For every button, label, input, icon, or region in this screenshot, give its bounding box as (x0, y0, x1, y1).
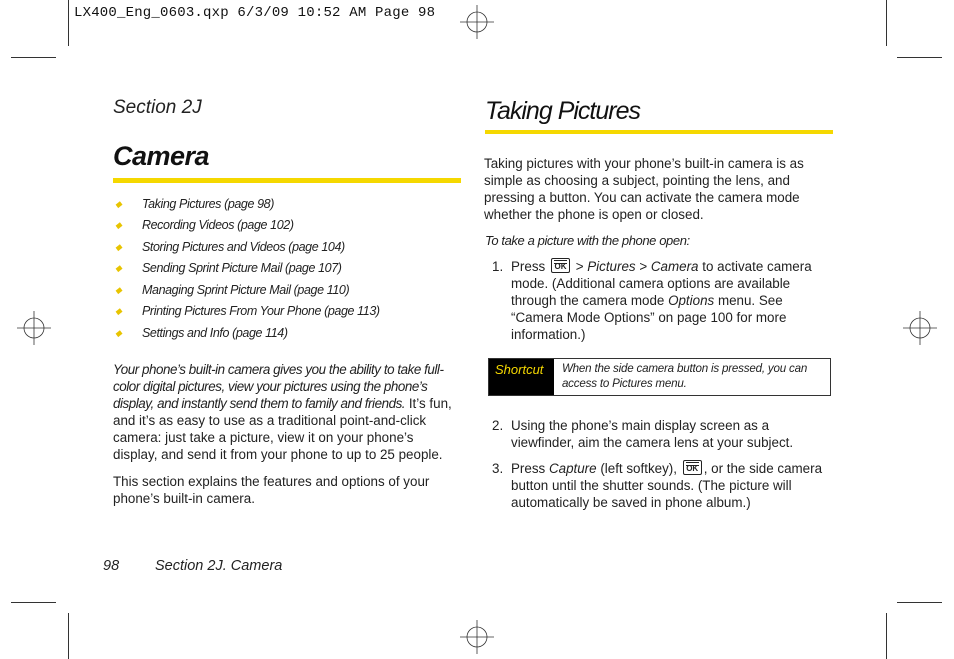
registration-mark-icon (17, 311, 51, 345)
footer-section-title: Section 2J. Camera (155, 558, 283, 574)
shortcut-label: Shortcut (489, 359, 554, 395)
registration-mark-icon (460, 620, 494, 654)
crop-mark (68, 0, 69, 46)
step-2 (492, 417, 831, 451)
toc-entry: Recording Videos (page 102) (142, 218, 294, 233)
menu-arrow: > (635, 259, 651, 274)
list-item (113, 258, 453, 280)
step-1 (492, 258, 831, 343)
step-text: , or the side camera button until the shutter sounds. (The picture will automatically be saved in phone album.) (511, 461, 823, 510)
list-item (113, 301, 453, 323)
section-label: Section 2J (113, 97, 202, 118)
menu-arrow: > (571, 259, 588, 274)
procedure-heading: To take a picture with the phone open: (485, 233, 690, 248)
crop-mark (11, 602, 56, 603)
menu-camera: Camera (650, 259, 699, 274)
step-text: (left softkey), (596, 461, 681, 476)
menu-pictures: Pictures (587, 259, 636, 274)
intro-italic-text: Your phone’s built-in camera gives you the ability to take full-color digital pictures, view your pictures using the phone’s display, and instantly send them to family and friends. (113, 362, 444, 411)
step-text: to activate camera mode. (Additional camera options are available through the camera mode (511, 259, 812, 308)
diamond-bullet-icon: ◆ (115, 327, 122, 338)
title-underline (113, 178, 461, 183)
list-item (113, 193, 453, 215)
crop-mark (886, 613, 887, 659)
subsection-title: Taking Pictures (485, 97, 640, 125)
crop-mark (68, 613, 69, 659)
page-number: 98 (103, 558, 120, 574)
section-contents-list (113, 193, 453, 344)
step-text: Using the phone’s main display screen as a viewfinder, aim the camera lens at your subject. (511, 418, 794, 450)
crop-mark (886, 0, 887, 46)
menu-ok-key-icon (683, 460, 702, 475)
diamond-bullet-icon: ◆ (115, 263, 122, 274)
crop-mark (897, 57, 942, 58)
softkey-capture: Capture (548, 461, 597, 476)
diamond-bullet-icon: ◆ (115, 306, 122, 317)
slug-line: LX400_Eng_0603.qxp 6/3/09 10:52 AM Page 98 (74, 5, 436, 21)
list-item (113, 279, 453, 301)
step-text: menu. See “Camera Mode Options” on page 100 for more information.) (511, 293, 787, 342)
step-number: 1. (492, 259, 504, 274)
intro-body-text: It’s fun, and it’s as easy to use as a traditional point-and-click camera: just take a picture, view it on your phone’s display, and send it from your phone to up to 25 people. (113, 396, 452, 462)
diamond-bullet-icon: ◆ (115, 284, 122, 295)
diamond-bullet-icon: ◆ (115, 241, 122, 252)
toc-entry: Sending Sprint Picture Mail (page 107) (142, 261, 342, 276)
step-3 (492, 460, 831, 511)
subsection-intro-paragraph: Taking pictures with your phone’s built-in camera is as simple as choosing a subject, pointing the lens, and pressing a button. You can activate the camera mode whether the phone is open or closed. (484, 156, 804, 222)
diamond-bullet-icon: ◆ (115, 220, 122, 231)
toc-entry: Managing Sprint Picture Mail (page 110) (142, 282, 350, 297)
shortcut-callout (488, 358, 831, 396)
toc-entry: Printing Pictures From Your Phone (page 113) (142, 304, 380, 319)
list-item (113, 215, 453, 237)
crop-mark (11, 57, 56, 58)
shortcut-text: When the side camera button is pressed, you can access to Pictures menu. (561, 362, 808, 390)
toc-entry: Storing Pictures and Videos (page 104) (142, 239, 345, 254)
menu-ok-key-icon (551, 258, 570, 273)
menu-options: Options (668, 293, 715, 308)
step-number: 3. (492, 461, 504, 476)
page-footer (103, 558, 282, 574)
step-text: Press (511, 461, 549, 476)
registration-mark-icon (460, 5, 494, 39)
list-item (113, 322, 453, 344)
toc-entry: Settings and Info (page 114) (142, 325, 288, 340)
step-number: 2. (492, 418, 504, 433)
page-title: Camera (113, 141, 210, 171)
diamond-bullet-icon: ◆ (115, 198, 122, 209)
explain-paragraph: This section explains the features and options of your phone’s built-in camera. (113, 474, 430, 506)
crop-mark (897, 602, 942, 603)
subsection-title-underline (485, 130, 833, 134)
registration-mark-icon (903, 311, 937, 345)
step-text: Press (511, 259, 546, 274)
intro-paragraph (113, 361, 459, 463)
list-item (113, 236, 453, 258)
toc-entry: Taking Pictures (page 98) (142, 196, 274, 211)
